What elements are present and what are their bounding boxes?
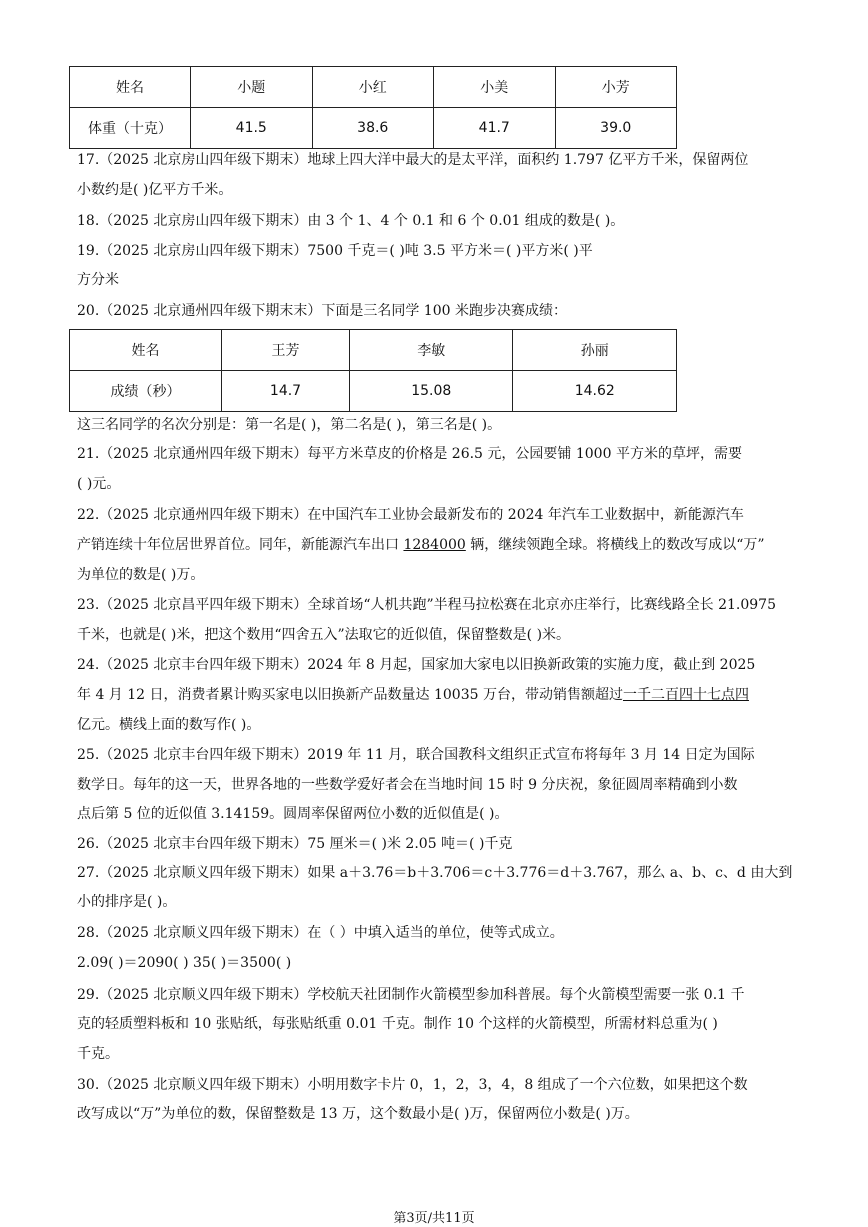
race-result-table [69,329,677,412]
table-cell: 王芳 [222,330,350,371]
question-20-line-1: 20.（2025 北京通州四年级下期末末）下面是三名同学 100 米跑步决赛成绩： [77,303,567,319]
table-cell: 体重（十克） [70,108,191,149]
table-cell: 姓名 [70,67,191,108]
table-cell: 成绩（秒） [70,371,222,412]
table-cell: 38.6 [312,108,434,149]
question-24-line-3: 亿元。横线上面的数写作( )。 [77,717,261,733]
table-cell: 15.08 [350,371,513,412]
question-29-line-2: 克的轻质塑料板和 10 张贴纸，每张贴纸重 0.01 千克。制作 10 个这样的火箭模型，所需材料总重为( ) [77,1016,718,1032]
question-25-line-2: 数学日。每年的这一天，世界各地的一些数学爱好者会在当地时间 15 时 9 分庆祝，象征圆周率精确到小数 [77,777,738,793]
question-24-line-2 [77,683,793,707]
question-22-line-2 [77,533,793,557]
question-24-text: 年 4 月 12 日，消费者累计购买家电以旧换新产品数量达 10035 万台，带动销售额超过 [77,687,623,703]
table-cell: 小芳 [555,67,677,108]
table-row [70,67,677,108]
question-30-line-1: 30.（2025 北京顺义四年级下期末）小明用数字卡片 0，1，2，3，4，8 组成了一个六位数，如果把这个数 [77,1077,748,1093]
question-22-line-1: 22.（2025 北京通州四年级下期末）在中国汽车工业协会最新发布的 2024 年汽车工业数据中，新能源汽车 [77,507,744,523]
underlined-number: 1284000 [403,537,466,553]
question-17-line-2: 小数约是( )亿平方千米。 [77,182,233,198]
question-21-line-2: ( )元。 [77,476,121,492]
table-cell: 14.62 [513,371,677,412]
table-row [70,330,677,371]
underlined-number: 一千二百四十七点四 [622,687,749,703]
table-row [70,371,677,412]
page-number: 第3页/共11页 [393,1211,475,1226]
question-25-line-3: 点后第 5 位的近似值 3.14159。圆周率保留两位小数的近似值是( )。 [77,806,509,822]
question-22-text: 辆，继续领跑全球。将横线上的数改写成以“万” [465,537,765,553]
weight-table [69,66,677,149]
table-cell: 14.7 [222,371,350,412]
table-cell: 41.7 [434,108,556,149]
table-row [70,108,677,149]
question-27-line-2: 小的排序是( )。 [77,894,177,910]
question-25-line-1: 25.（2025 北京丰台四年级下期末）2019 年 11 月，联合国教科文组织正式宣布将每年 3 月 14 日定为国际 [77,747,755,763]
question-17-line-1: 17.（2025 北京房山四年级下期末）地球上四大洋中最大的是太平洋，面积约 1.797 亿平方千米，保留两位 [77,152,749,168]
question-22-line-3: 为单位的数是( )万。 [77,567,205,583]
question-23-line-1: 23.（2025 北京昌平四年级下期末）全球首场“人机共跑”半程马拉松赛在北京亦庄举行，比赛线路全长 21.0975 [77,597,776,613]
question-23-line-2: 千米，也就是( )米，把这个数用“四舍五入”法取它的近似值，保留整数是( )米。 [77,627,571,643]
question-26-line-1: 26.（2025 北京丰台四年级下期末）75 厘米＝( )米 2.05 吨＝( )千克 [77,836,513,852]
question-24-line-1: 24.（2025 北京丰台四年级下期末）2024 年 8 月起，国家加大家电以旧换新政策的实施力度，截止到 2025 [77,657,756,673]
table-cell: 小题 [191,67,313,108]
table-cell: 李敏 [350,330,513,371]
question-28-line-2: 2.09( )＝2090( ) 35( )＝3500( ) [77,955,292,971]
table-cell: 姓名 [70,330,222,371]
question-20-line-2: 这三名同学的名次分别是：第一名是( )，第二名是( )，第三名是( )。 [77,417,502,433]
table-cell: 41.5 [191,108,313,149]
table-cell: 小美 [434,67,556,108]
question-30-line-2: 改写成以“万”为单位的数，保留整数是 13 万，这个数最小是( )万，保留两位小数是( )万。 [77,1106,639,1122]
question-29-line-3: 千克。 [77,1046,119,1062]
question-19-line-1: 19.（2025 北京房山四年级下期末）7500 千克＝( )吨 3.5 平方米＝( )平方米( )平 [77,243,593,259]
table-cell: 小红 [312,67,434,108]
question-18-line-1: 18.（2025 北京房山四年级下期末）由 3 个 1、4 个 0.1 和 6 个 0.01 组成的数是( )。 [77,213,625,229]
question-19-line-2: 方分米 [77,272,119,288]
question-21-line-1: 21.（2025 北京通州四年级下期末）每平方米草皮的价格是 26.5 元，公园要铺 1000 平方米的草坪，需要 [77,446,742,462]
question-27-line-1: 27.（2025 北京顺义四年级下期末）如果 a＋3.76＝b＋3.706＝c＋3.776＝d＋3.767，那么 a、b、c、d 由大到 [77,865,793,881]
question-22-text: 产销连续十年位居世界首位。同年，新能源汽车出口 [77,537,404,553]
question-28-line-1: 28.（2025 北京顺义四年级下期末）在（ ）中填入适当的单位，使等式成立。 [77,925,564,941]
table-cell: 39.0 [555,108,677,149]
table-cell: 孙丽 [513,330,677,371]
question-29-line-1: 29.（2025 北京顺义四年级下期末）学校航天社团制作火箭模型参加科普展。每个火箭模型需要一张 0.1 千 [77,987,745,1003]
